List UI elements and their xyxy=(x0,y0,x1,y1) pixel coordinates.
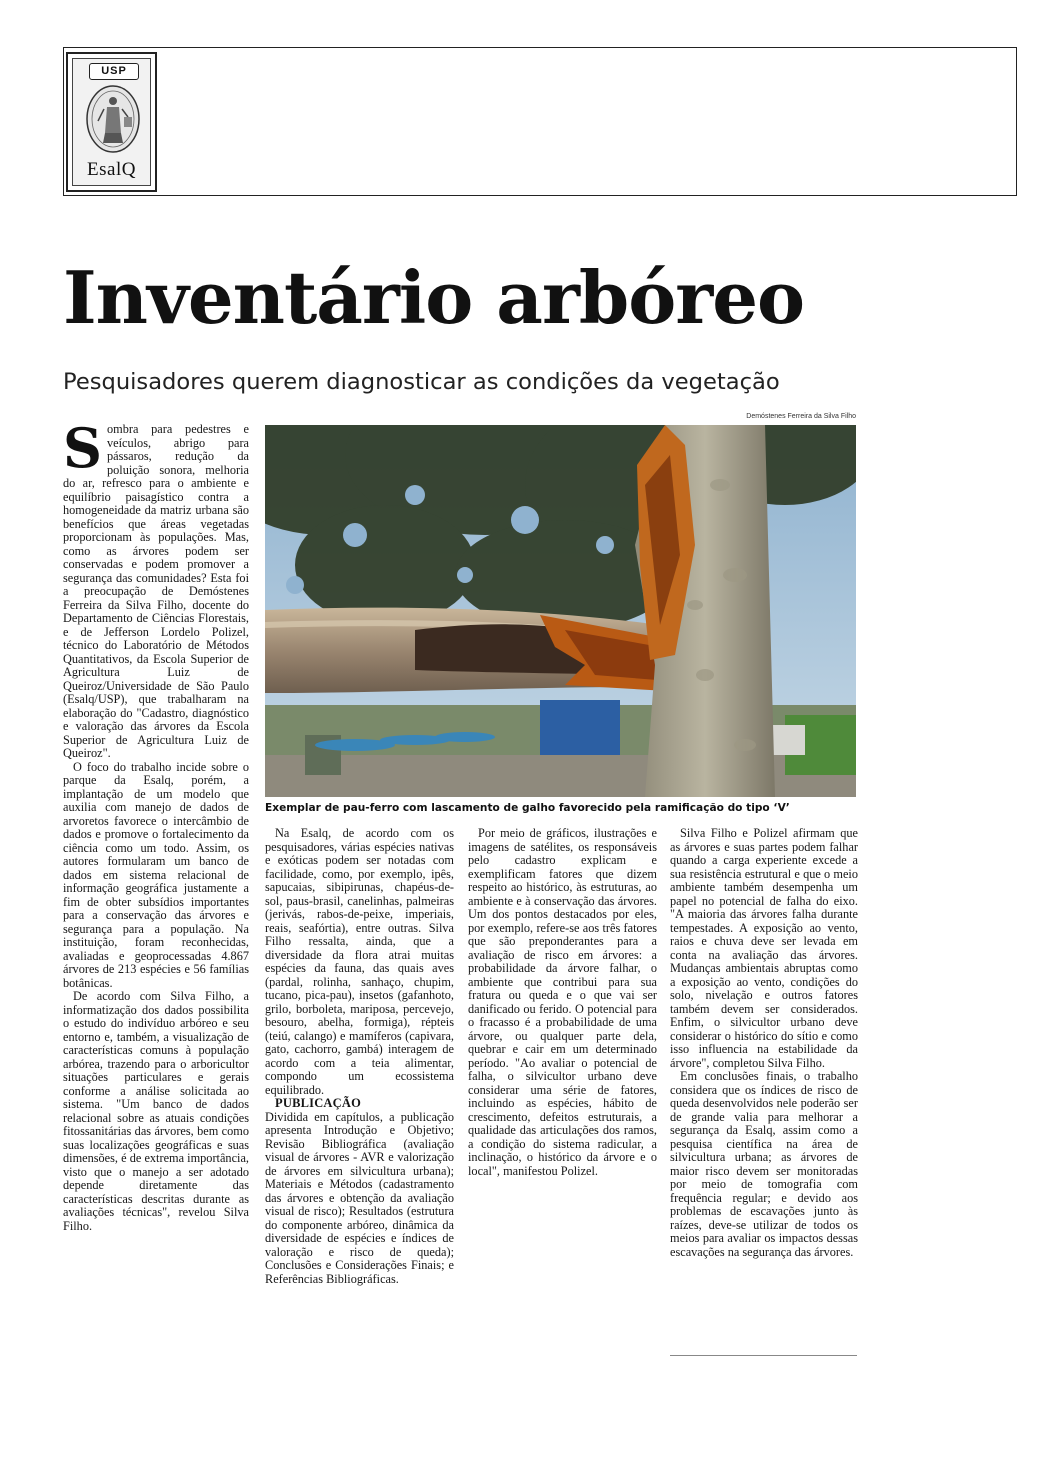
seal-figure-icon xyxy=(84,83,142,155)
photo-caption: Exemplar de pau-ferro com lascamento de galho favorecido pela ramificação do tipo ‘V’ xyxy=(265,802,790,814)
article-column-4 xyxy=(670,827,858,1352)
article-paragraph: Silva Filho e Polizel afirmam que as árvores e suas partes podem falhar quando a carga experiente excede a sua resistência estrutural e que o meio ambiente também desempenha um papel no potencial de falha do eixo. "A maioria das árvores falha durante tempestades. A exposição ao vento, raios e chuva deve ser levada em conta na avaliação das árvores. Mudanças ambientais abruptas como a exposição ao vento, condições do solo, nivelação e outros fatores também devem ser considerados. Enfim, o silvicultor urbano deve considerar o histórico do sítio e como isso influencia na estabilidade da árvore", completou Silva Filho. xyxy=(670,827,858,1070)
article-paragraph: Em conclusões finais, o trabalho considera que os índices de risco de queda desenvolvidos nele poderão ser de grande valia para melhorar a segurança da Esalq, assim como a pesquisa científica na área de silvicultura urbana; as árvores de maior risco devem ser monitoradas por meio de tomografia com frequência regular; e devido aos problemas de escavações junto às raízes, deve-se utilizar de todos os meios para avaliar os impactos dessas escavações na segurança das árvores. xyxy=(670,1069,858,1259)
article-paragraph: Na Esalq, de acordo com os pesquisadores, várias espécies nativas e exóticas podem ser notadas com facilidade, como, por exemplo, ipês, sapucaias, sibipirunas, chapéus-de-sol, paus-brasil, canelinhas, palmeiras (jerivás, rabos-de-peixe, imperiais, reais, seafórtia), entre outras. Silva Filho ressalta, ainda, que a diversidade da flora atrai muitas espécies da fauna, das quais aves (pardal, rolinha, sanhaço, chupim, tucano, pica-pau), insetos (gafanhoto, grilo, borboleta, mariposa, percevejo, besouro, abelha, formiga), répteis (teiú, calango) e mamíferos (capivara, gato, cachorro, gambá) interagem de acordo com a teia alimentar, compondo um ecossistema equilibrado. xyxy=(265,827,454,1097)
article-column-1 xyxy=(63,423,249,1353)
subheadline: Pesquisadores querem diagnosticar as condições da vegetação xyxy=(63,369,780,395)
article-column-2 xyxy=(265,827,454,1352)
article-paragraph: Sombra para pedestres e veículos, abrigo para pássaros, redução da poluição sonora, melhoria do ar, refresco para o ambiente e equilíbrio paisagístico contra a homogeneidade da matriz urbana são benefícios que áreas vegetadas proporcionam às populações. Mas, como as árvores podem ser conservadas e podem promover a segurança das comunidades? Esta foi a preocupação de Demóstenes Ferreira da Silva Filho, docente do Departamento de Ciências Florestais, e de Jefferson Lordelo Polizel, técnico do Laboratório de Métodos Quantitativos, da Escola Superior de Agricultura Luiz de Queiroz/Universidade de São Paulo (Esalq/USP), que trabalharam na elaboração do "Cadastro, diagnóstico e valoração das árvores da Escola Superior de Agricultura Luiz de Queiroz". xyxy=(63,423,249,760)
section-title: PUBLICAÇÃO xyxy=(275,1096,362,1110)
tree-photo-illustration xyxy=(265,425,856,797)
article-end-rule xyxy=(670,1355,857,1356)
photo-credit: Demóstenes Ferreira da Silva Filho xyxy=(746,413,856,420)
esalq-usp-logo xyxy=(66,52,157,192)
article-paragraph: O foco do trabalho incide sobre o parque da Esalq, porém, a implantação de um modelo que auxilia com manejo de dados de arvoretos favorece o intercâmbio de dados e promove o fortalecimento da ciência como um todo. Assim, os autores formularam um banco de dados em sistema relacional de informação geográfica justamente a fim de obter subsídios importantes para a conservação das árvores e segurança para a população. Na instituição, foram reconhecidas, avaliadas e geoprocessadas 4.867 árvores de 213 espécies e 56 famílias botânicas. xyxy=(63,759,249,990)
logo-esalq-text: EsalQ xyxy=(87,159,136,180)
logo-usp-text: USP xyxy=(89,63,139,80)
tree-photo xyxy=(265,425,856,797)
drop-cap: S xyxy=(63,423,102,480)
article-paragraph: Dividida em capítulos, a publicação apresenta Introdução e Objetivo; Revisão Bibliográfica (avaliação visual de árvores - AVR e valorização de árvores em silvicultura urbana); Materiais e Métodos (cadastramento das árvores e obtenção da avaliação visual de risco); Resultados (estrutura do componente arbóreo, dinâmica da diversidade de espécies e índices de valoração e risco de queda); Conclusões e Considerações Finais; e Referências Bibliográficas. xyxy=(265,1109,454,1286)
article-paragraph: Por meio de gráficos, ilustrações e imagens de satélites, os responsáveis pelo cadastro explicam e exemplificam fatores que dizem respeito ao histórico, às estruturas, ao ambiente e à conservação das árvores. Um dos pontos destacados por eles, por exemplo, refere-se aos três fatores que são preponderantes para a avaliação de risco em árvores: a probabilidade da árvore falhar, o ambiente que contribui para sua fratura ou queda e o que vai ser danificado ou ferido. O potencial para o fracasso é a probabilidade de uma árvore, ou qualquer parte dela, quebrar e cair em um determinado período. "Ao avaliar o potencial de falha, o silvicultor urbano deve considerar uma série de fatores, incluindo as espécies, hábito de crescimento, defeitos estruturais, a qualidade das articulações dos ramos, a condição do sistema radicular, a inclinação, o histórico da árvore e o local", manifestou Polizel. xyxy=(468,827,657,1178)
headline: Inventário arbóreo xyxy=(63,255,805,340)
article-paragraph: De acordo com Silva Filho, a informatização dos dados possibilita o estudo do indivíduo arbóreo e seu entorno e, também, a visualização de características comuns à população arbórea, trazendo para o arboricultor situações particulares e gerais conforme a análise solicitada ao sistema. "Um banco de dados relacional sobre as atuais condições fitossanitárias das árvores, bem como suas localizações geográficas e suas dimensões, é de extrema importância, visto que o manejo a ser adotado depende diretamente das características descritas durante as avaliações técnicas", revelou Silva Filho. xyxy=(63,989,249,1233)
logo-panel xyxy=(72,58,151,186)
article-column-3 xyxy=(468,827,657,1352)
header-frame xyxy=(63,47,1017,196)
